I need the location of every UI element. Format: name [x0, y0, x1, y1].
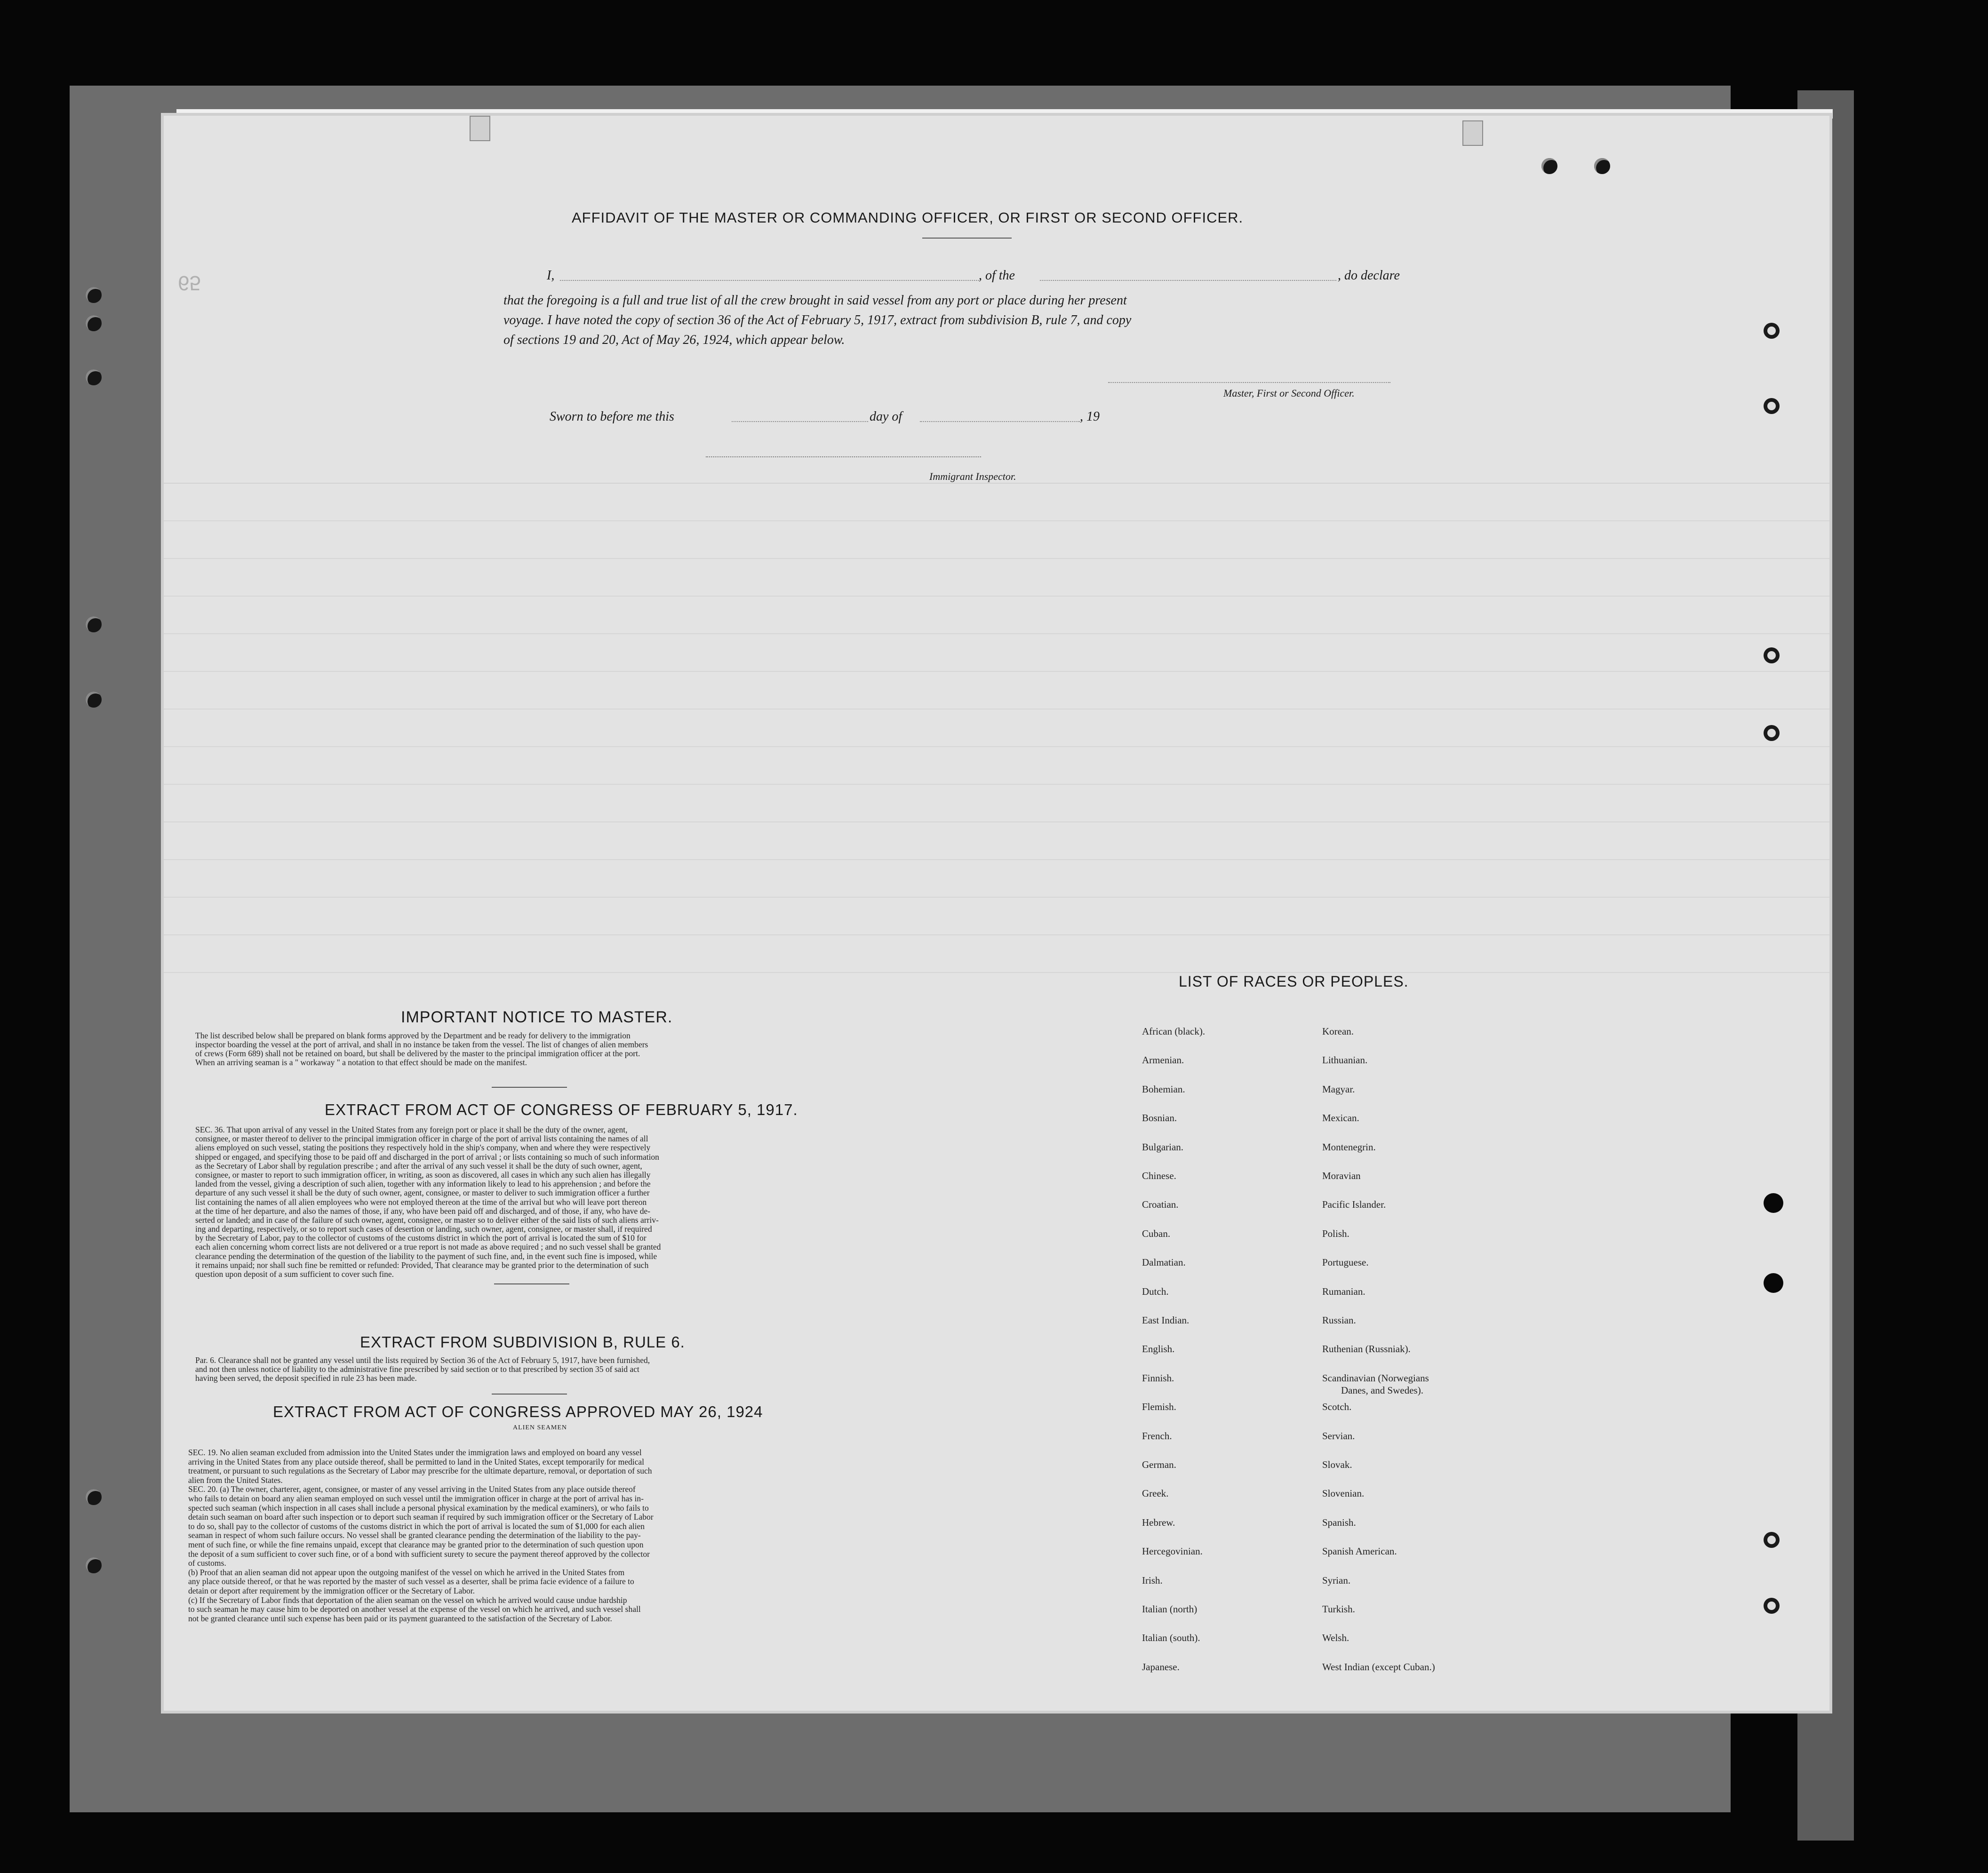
race-item: Turkish.: [1322, 1603, 1355, 1615]
section-rule: [492, 1087, 567, 1088]
paragraph-line: at the time of her departure, and also the names of those, if any, who have been paid off and discharged, and of those, if any, who have de-: [195, 1206, 651, 1216]
margin-mark: 65: [178, 271, 201, 295]
bleed-through-line: [164, 859, 1829, 860]
race-item: Dalmatian.: [1142, 1257, 1186, 1268]
race-item: French.: [1142, 1430, 1172, 1442]
race-item: Lithuanian.: [1322, 1054, 1368, 1066]
race-item: Polish.: [1322, 1227, 1349, 1239]
paragraph-line: serted or landed; and in case of the failure of such owner, agent, consignee, or master so to deliver either of the said lists of such aliens arriv-: [195, 1215, 659, 1225]
paper-clip-mark: [1462, 120, 1483, 146]
binder-hole: [86, 1557, 102, 1573]
race-item: Danes, and Swedes).: [1341, 1384, 1423, 1396]
race-item: Finnish.: [1142, 1372, 1174, 1384]
day-of-label: day of: [870, 409, 902, 424]
sworn-day-blank[interactable]: [732, 421, 868, 422]
paragraph-line: each alien concerning whom correct lists are not delivered or a true report is not made as above required ; and no such vessel shall be granted: [195, 1243, 661, 1252]
affidavit-i-label: I,: [547, 268, 555, 283]
race-item: Italian (south).: [1142, 1632, 1200, 1644]
race-item: Slovenian.: [1322, 1488, 1365, 1499]
paragraph-line: to do so, shall pay to the collector of customs of the customs district in which the port of arrival is located the sum of $1,000 for each alien: [188, 1522, 645, 1531]
paragraph-line: list containing the names of all alien employees who were not employed thereon at the time of the arrival but who will leave port thereon: [195, 1197, 647, 1207]
punch-hole: [1764, 725, 1780, 741]
race-item: Chinese.: [1142, 1170, 1176, 1181]
bleed-through-line: [164, 483, 1829, 484]
paragraph-line: alien from the United States.: [188, 1475, 283, 1485]
bleed-through-line: [164, 596, 1829, 597]
race-item: Croatian.: [1142, 1199, 1179, 1211]
inspector-caption: Immigrant Inspector.: [929, 470, 1016, 482]
paragraph-line: as the Secretary of Labor shall by regulation prescribe ; and after the arrival of any such vessel it shall be the duty of such owner, agent,: [195, 1161, 642, 1171]
punch-hole: [1764, 323, 1780, 339]
extract-1917-body: [195, 1125, 908, 1279]
race-item: Moravian: [1322, 1170, 1361, 1181]
paragraph-line: SEC. 19. No alien seaman excluded from admission into the United States under the immigration laws and employed on board any vessel: [188, 1448, 642, 1457]
paragraph-line: it remains unpaid; nor shall such fine be remitted or refunded: Provided, That clearance may be granted prior to the determination of such: [195, 1260, 649, 1270]
bleed-through-line: [164, 746, 1829, 747]
race-item: Scandinavian (Norwegians: [1322, 1372, 1429, 1384]
binder-hole: [86, 369, 102, 385]
extract-1917-title: EXTRACT FROM ACT OF CONGRESS OF FEBRUARY 5, 1917.: [325, 1101, 798, 1118]
paragraph-line: landed from the vessel, giving a description of such alien, together with any information likely to lead to his apprehension ; and before the: [195, 1180, 651, 1189]
signature-blank[interactable]: [1108, 382, 1390, 383]
bleed-through-line: [164, 520, 1829, 521]
punch-hole: [1764, 1193, 1783, 1213]
paragraph-line: inspector boarding the vessel at the port of arrival, and shall in no instance be taken from the vessel. The list of changes of alien members: [195, 1040, 648, 1049]
race-item: Pacific Islander.: [1322, 1199, 1386, 1211]
race-item: Slovak.: [1322, 1459, 1352, 1470]
race-item: Ruthenian (Russniak).: [1322, 1343, 1411, 1355]
inspector-blank[interactable]: [706, 456, 981, 457]
paragraph-line: of crews (Form 689) shall not be retained on board, but shall be delivered by the master to the principal immigration officer at the port.: [195, 1049, 640, 1058]
race-item: Bulgarian.: [1142, 1141, 1184, 1153]
paragraph-line: When an arriving seaman is a " workaway " a notation to that effect should be made on the manifest.: [195, 1058, 527, 1067]
paragraph-line: clearance pending the determination of the question of the liability to the payment of such fine, and, in the event such fine is imposed, while: [195, 1251, 657, 1261]
binder-hole: [86, 315, 102, 331]
binder-hole: [86, 692, 102, 708]
sworn-label: Sworn to before me this: [550, 409, 674, 424]
paragraph-line: SEC. 20. (a) The owner, charterer, agent, consignee, or master of any vessel arriving in the United States from any place outside thereof: [188, 1485, 636, 1494]
section-rule: [492, 1394, 567, 1395]
paragraph-line: by the Secretary of Labor, pay to the collector of customs of the customs district in which the port of arrival is located the sum of $10 for: [195, 1234, 647, 1243]
race-item: Cuban.: [1142, 1227, 1171, 1239]
race-item: German.: [1142, 1459, 1176, 1470]
race-item: Japanese.: [1142, 1661, 1180, 1673]
paragraph-line: spected such seaman (which inspection in all cases shall include a personal physical examination by the medical examiners), or who fails to: [188, 1503, 649, 1513]
paragraph-line: treatment, or pursuant to such regulations as the Secretary of Labor may prescribe for the ultimate departure, removal, or deportation of such: [188, 1467, 652, 1476]
binder-hole: [86, 616, 102, 632]
paragraph-line: of customs.: [188, 1559, 226, 1568]
paragraph-line: Par. 6. Clearance shall not be granted any vessel until the lists required by Section 36 of the Act of February 5, 1917, have been furnished,: [195, 1356, 650, 1365]
paragraph-line: The list described below shall be prepared on blank forms approved by the Department and be ready for delivery to the immigration: [195, 1031, 631, 1040]
bleed-through-line: [164, 934, 1829, 935]
paragraph-line: arriving in the United States from any place outside thereof, shall be permitted to land in the United States, except temporarily for medical: [188, 1457, 645, 1467]
punch-hole: [1764, 1598, 1780, 1614]
race-item: West Indian (except Cuban.): [1322, 1661, 1435, 1673]
races-title: LIST OF RACES OR PEOPLES.: [1179, 973, 1409, 990]
paragraph-line: who fails to detain on board any alien seaman employed on such vessel until the immigration officer in charge at the port of arrival has in-: [188, 1494, 644, 1503]
race-item: Servian.: [1322, 1430, 1355, 1442]
race-item: Portuguese.: [1322, 1257, 1369, 1268]
paragraph-line: not be granted clearance until such expense has been paid or its payment guaranteed to the satisfaction of the Secretary of Labor.: [188, 1614, 612, 1623]
name-blank[interactable]: [560, 280, 979, 281]
bleed-through-line: [164, 897, 1829, 898]
race-item: Greek.: [1142, 1488, 1169, 1499]
affidavit-title: AFFIDAVIT OF THE MASTER OR COMMANDING OFFICER, OR FIRST OR SECOND OFFICER.: [572, 209, 1244, 226]
paper-clip-mark: [470, 116, 490, 141]
paragraph-line: ing and departing, respectively, or so to report such cases of desertion or landing, such owner, agent, consignee, or master shall, if required: [195, 1225, 652, 1234]
paragraph-line: having been served, the deposit specified in rule 23 has been made.: [195, 1374, 417, 1383]
race-item: Rumanian.: [1322, 1285, 1365, 1297]
race-item: Flemish.: [1142, 1401, 1176, 1413]
punch-hole: [1594, 158, 1610, 174]
punch-hole: [1764, 1273, 1783, 1293]
signature-caption: Master, First or Second Officer.: [1223, 387, 1355, 399]
paragraph-line: the deposit of a sum sufficient to cover such fine, or of a bond with sufficient surety to secure the payment thereof approved by the collector: [188, 1549, 650, 1559]
paragraph-line: detain or deport after requirement by the immigration officer or the Secretary of Labor.: [188, 1586, 475, 1595]
paragraph-line: shipped or engaged, and specifying those to be paid off and discharged in the port of arrival ; or lists containing so much of such information: [195, 1152, 659, 1162]
paragraph-line: (b) Proof that an alien seaman did not appear upon the outgoing manifest of the vessel on which he arrived in the United States from: [188, 1568, 625, 1577]
paragraph-line: SEC. 36. That upon arrival of any vessel in the United States from any foreign port or place it shall be the duty of the owner, agent,: [195, 1125, 628, 1134]
race-item: Hebrew.: [1142, 1516, 1175, 1528]
race-item: Hercegovinian.: [1142, 1546, 1203, 1557]
affidavit-body-line: that the foregoing is a full and true list of all the crew brought in said vessel from any port or place during her present: [503, 293, 1127, 308]
year-label: , 19: [1080, 409, 1100, 424]
punch-hole: [1764, 647, 1780, 663]
notice-body: [195, 1031, 908, 1067]
affidavit-declare-label: , do declare: [1338, 268, 1400, 283]
extract-rule6-body: [195, 1356, 908, 1383]
extract-rule6-title: EXTRACT FROM SUBDIVISION B, RULE 6.: [360, 1333, 685, 1351]
race-item: English.: [1142, 1343, 1175, 1355]
race-item: East Indian.: [1142, 1315, 1190, 1326]
bleed-through-line: [164, 972, 1829, 973]
binder-hole: [86, 1489, 102, 1505]
paragraph-line: seaman in respect of whom such failure occurs. No vessel shall be granted clearance pending the determination of the liability to the pay-: [188, 1531, 641, 1540]
paragraph-line: departure of any such vessel it shall be the duty of such owner, agent, consignee, or master to deliver to such immigration officer a further: [195, 1188, 650, 1198]
affidavit-of-the-label: , of the: [979, 268, 1015, 283]
binder-hole: [86, 287, 102, 303]
paragraph-line: consignee, or master thereof to deliver to the principal immigration officer in charge of the port of arrival lists containing the names of all: [195, 1134, 648, 1144]
punch-hole: [1764, 1532, 1780, 1548]
race-item: Scotch.: [1322, 1401, 1352, 1413]
bleed-through-line: [164, 784, 1829, 785]
race-item: Syrian.: [1322, 1574, 1351, 1586]
punch-hole: [1541, 158, 1557, 174]
bleed-through-line: [164, 633, 1829, 634]
bleed-through-line: [164, 821, 1829, 822]
race-item: Montenegrin.: [1322, 1141, 1376, 1153]
alien-seamen-subtitle: ALIEN SEAMEN: [513, 1424, 567, 1431]
section-rule: [494, 1283, 569, 1284]
race-item: African (black).: [1142, 1026, 1206, 1037]
race-item: Irish.: [1142, 1574, 1163, 1586]
race-item: Magyar.: [1322, 1083, 1355, 1095]
race-item: Korean.: [1322, 1026, 1354, 1037]
race-item: Spanish American.: [1322, 1546, 1397, 1557]
paragraph-line: (c) If the Secretary of Labor finds that deportation of the alien seaman on the vessel on which he arrived would cause undue hardship: [188, 1595, 627, 1605]
extract-1924-title: EXTRACT FROM ACT OF CONGRESS APPROVED MAY 26, 1924: [273, 1403, 763, 1420]
bleed-through-line: [164, 671, 1829, 672]
paragraph-line: and not then unless notice of liability to the administrative fine prescribed by said section or to that prescribed by section 35 of said act: [195, 1365, 639, 1374]
notice-title: IMPORTANT NOTICE TO MASTER.: [401, 1008, 673, 1026]
paragraph-line: detain such seaman on board after such inspection or to deport such seaman if required by such immigration officer or the Secretary of Labor: [188, 1513, 654, 1522]
race-item: Bohemian.: [1142, 1083, 1185, 1095]
race-item: Mexican.: [1322, 1112, 1359, 1124]
race-item: Italian (north): [1142, 1603, 1198, 1615]
race-item: Bosnian.: [1142, 1112, 1177, 1124]
vessel-blank[interactable]: [1040, 280, 1336, 281]
sworn-month-blank[interactable]: [920, 421, 1080, 422]
title-rule: [922, 238, 1012, 239]
paragraph-line: question upon deposit of a sum sufficient to cover such fine.: [195, 1270, 394, 1279]
paragraph-line: any place outside thereof, or that he was reported by the master of such vessel as a deserter, shall be prima facie evidence of a failure to: [188, 1577, 634, 1586]
bleed-through-line: [164, 558, 1829, 559]
extract-1924-body: [188, 1448, 908, 1623]
paragraph-line: ment of such fine, or while the fine remains unpaid, except that clearance may be granted prior to the determination of such question upon: [188, 1540, 644, 1549]
race-item: Armenian.: [1142, 1054, 1184, 1066]
paragraph-line: consignee, or master to report to such immigration officer, in writing, as soon as discovered, all cases in which any such alien has illegally: [195, 1170, 651, 1180]
race-item: Dutch.: [1142, 1285, 1169, 1297]
race-item: Welsh.: [1322, 1632, 1349, 1644]
affidavit-body-line: voyage. I have noted the copy of section 36 of the Act of February 5, 1917, extract from subdivision B, rule 7, and copy: [503, 313, 1132, 327]
race-item: Spanish.: [1322, 1516, 1356, 1528]
race-item: Russian.: [1322, 1315, 1356, 1326]
punch-hole: [1764, 398, 1780, 414]
paragraph-line: aliens employed on such vessel, stating the positions they respectively hold in the ship's company, when and where they were respectively: [195, 1143, 651, 1153]
affidavit-body-line: of sections 19 and 20, Act of May 26, 1924, which appear below.: [503, 333, 845, 347]
paragraph-line: to such seaman he may cause him to be deported on another vessel at the expense of the vessel on which he arrived, and such vessel shall: [188, 1605, 641, 1614]
